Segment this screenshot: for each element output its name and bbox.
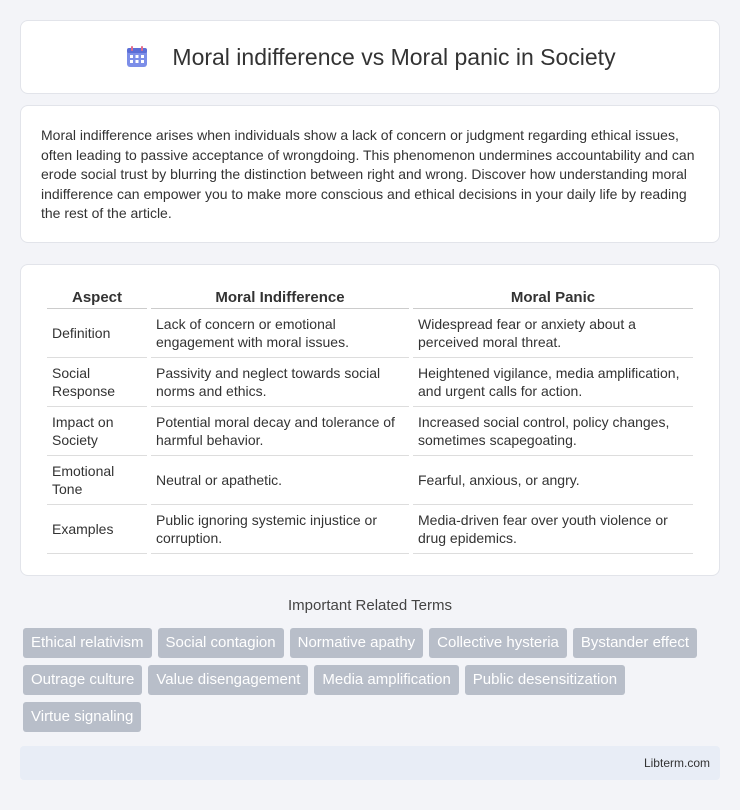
row-panic: Increased social control, policy changes, sometimes scapegoating. <box>413 407 693 456</box>
intro-text: Moral indifference arises when individuals show a lack of concern or judgment regarding ethical issues, often leading to passive acceptance of wrongdoing. This phenomenon undermines accountability and can erode social trust by blurring the distinction between right and wrong. Discover how understanding moral indifference can empower you to make more conscious and ethical decisions in your daily life by reading the rest of the article. <box>41 127 695 222</box>
tag-social-contagion[interactable]: Social contagion <box>158 628 284 658</box>
header-moral-indifference: Moral Indifference <box>151 285 409 309</box>
tag-value-disengagement[interactable]: Value disengagement <box>148 665 308 695</box>
calendar-grid-icon <box>124 44 150 70</box>
row-panic: Widespread fear or anxiety about a perceived moral threat. <box>413 309 693 358</box>
tag-bystander-effect[interactable]: Bystander effect <box>573 628 697 658</box>
row-aspect: Examples <box>47 505 147 554</box>
row-indifference: Potential moral decay and tolerance of harmful behavior. <box>151 407 409 456</box>
tag-ethical-relativism[interactable]: Ethical relativism <box>23 628 152 658</box>
row-indifference: Public ignoring systemic injustice or corruption. <box>151 505 409 554</box>
row-aspect: Impact on Society <box>47 407 147 456</box>
footer-site-link[interactable]: Libterm.com <box>643 756 710 770</box>
comparison-card <box>20 264 720 576</box>
tag-outrage-culture[interactable]: Outrage culture <box>23 665 142 695</box>
table-row <box>47 358 693 407</box>
table-row <box>47 407 693 456</box>
page-title: Moral indifference vs Moral panic in Society <box>172 43 616 70</box>
row-aspect: Definition <box>47 309 147 358</box>
intro-card <box>20 105 720 243</box>
comparison-table <box>43 285 697 554</box>
header-moral-panic: Moral Panic <box>413 285 693 309</box>
row-panic: Heightened vigilance, media amplification, and urgent calls for action. <box>413 358 693 407</box>
tag-normative-apathy[interactable]: Normative apathy <box>290 628 424 658</box>
row-panic: Media-driven fear over youth violence or drug epidemics. <box>413 505 693 554</box>
footer <box>20 746 720 780</box>
related-terms-title: Important Related Terms <box>288 597 452 614</box>
tag-collective-hysteria[interactable]: Collective hysteria <box>429 628 567 658</box>
row-aspect: Emotional Tone <box>47 456 147 505</box>
related-terms-list <box>23 628 723 732</box>
row-indifference: Passivity and neglect towards social norms and ethics. <box>151 358 409 407</box>
row-indifference: Neutral or apathetic. <box>151 456 409 505</box>
tag-virtue-signaling[interactable]: Virtue signaling <box>23 702 141 732</box>
row-panic: Fearful, anxious, or angry. <box>413 456 693 505</box>
table-row <box>47 505 693 554</box>
header-aspect: Aspect <box>47 285 147 309</box>
row-indifference: Lack of concern or emotional engagement with moral issues. <box>151 309 409 358</box>
table-header-row <box>47 285 693 309</box>
title-card <box>20 20 720 94</box>
row-aspect: Social Response <box>47 358 147 407</box>
table-row <box>47 309 693 358</box>
tag-public-desensitization[interactable]: Public desensitization <box>465 665 625 695</box>
tag-media-amplification[interactable]: Media amplification <box>314 665 458 695</box>
table-row <box>47 456 693 505</box>
